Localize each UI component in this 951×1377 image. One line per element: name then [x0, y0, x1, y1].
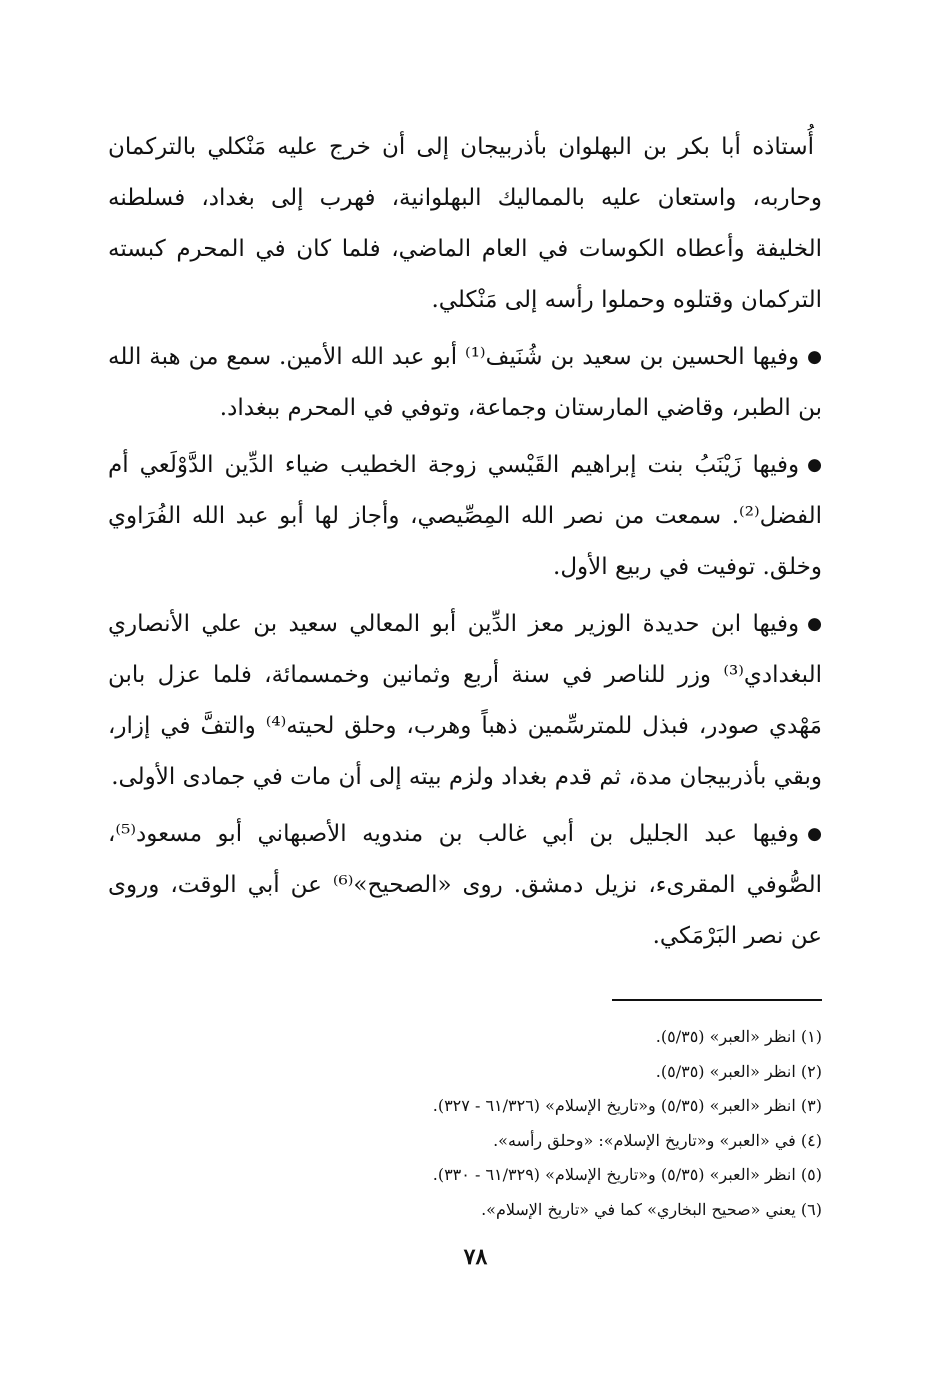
paragraph	[108, 440, 822, 593]
footnote: (٢) انظر «العبر» (٥/٣٥).	[655, 1061, 822, 1081]
bullet-icon: ●	[807, 614, 822, 634]
footnotes	[108, 1020, 822, 1227]
paragraph	[108, 122, 822, 326]
paragraph	[108, 599, 822, 803]
paragraph	[108, 809, 822, 962]
main-text	[108, 122, 822, 962]
footnote: (٥) انظر «العبر» (٥/٣٥) و«تاريخ الإسلام» (٦١/٣٢٩ - ٣٣٠).	[432, 1165, 822, 1184]
footnote: (٣) انظر «العبر» (٥/٣٥) و«تاريخ الإسلام» (٦١/٣٢٦ - ٣٢٧).	[432, 1096, 822, 1115]
footnote: (١) انظر «العبر» (٥/٣٥).	[655, 1027, 822, 1046]
paragraph-text: أُستاذه أبا بكر بن البهلوان بأذربيجان إلى أن خرج عليه مَنْكلي بالتركمان وحاربه، واستعان عليه بالمماليك البهلوانية، فهرب إلى بغداد، فسلطنه الخليفة وأعطاه الكوسات في العام الماضي، فلما كان في المحرم كبسته التركمان وقتلوه وحملوا رأسه إلى مَنْكلي.	[108, 134, 822, 313]
footnote-divider	[612, 999, 822, 1001]
paragraph	[108, 332, 822, 434]
page-number: ٧٨	[463, 1244, 488, 1270]
footnote: (٤) في «العبر» و«تاريخ الإسلام»: «وحلق رأسه».	[493, 1130, 822, 1150]
bullet-icon: ●	[807, 824, 822, 844]
paragraph-text: وفيها عبد الجليل بن أبي غالب بن مندويه الأصبهاني أبو مسعود⁽⁵⁾، الصُّوفي المقرىء، نزيل دمشق. روى «الصحيح»⁽⁶⁾ عن أبي الوقت، وروى عن نصر البَرْمَكي.	[108, 821, 822, 949]
footnote: (٦) يعني «صحيح البخاري» كما في «تاريخ الإسلام».	[481, 1199, 822, 1219]
bullet-icon: ●	[807, 455, 822, 475]
paragraph-text: وفيها ابن حديدة الوزير معز الدِّين أبو المعالي سعيد بن علي الأنصاري البغدادي⁽³⁾ وزر للناصر في سنة أربع وثمانين وخمسمائة، فلما عزل بابن مَهْدي صودر، فبذل للمترسِّمين ذهباً وهرب، وحلق لحيته⁽⁴⁾ والتفَّ في إزار، وبقي بأذربيجان مدة، ثم قدم بغداد ولزم بيته إلى أن مات في جمادى الأولى.	[108, 611, 822, 790]
paragraph-text: وفيها زَيْنَبُ بنت إبراهيم القَيْسي زوجة الخطيب ضياء الدِّين الدَّوْلَعي أم الفضل⁽²⁾. سمعت من نصر الله المِصِّيصي، وأجاز لها أبو عبد الله الفُرَاوي وخلق. توفيت في ربيع الأول.	[108, 452, 822, 580]
bullet-icon: ●	[807, 347, 823, 367]
paragraph-text: وفيها الحسين بن سعيد بن شُنَيف⁽¹⁾ أبو عبد الله الأمين. سمع من هبة الله بن الطبر، وقاضي المارستان وجماعة، وتوفي في المحرم ببغداد.	[108, 344, 822, 421]
